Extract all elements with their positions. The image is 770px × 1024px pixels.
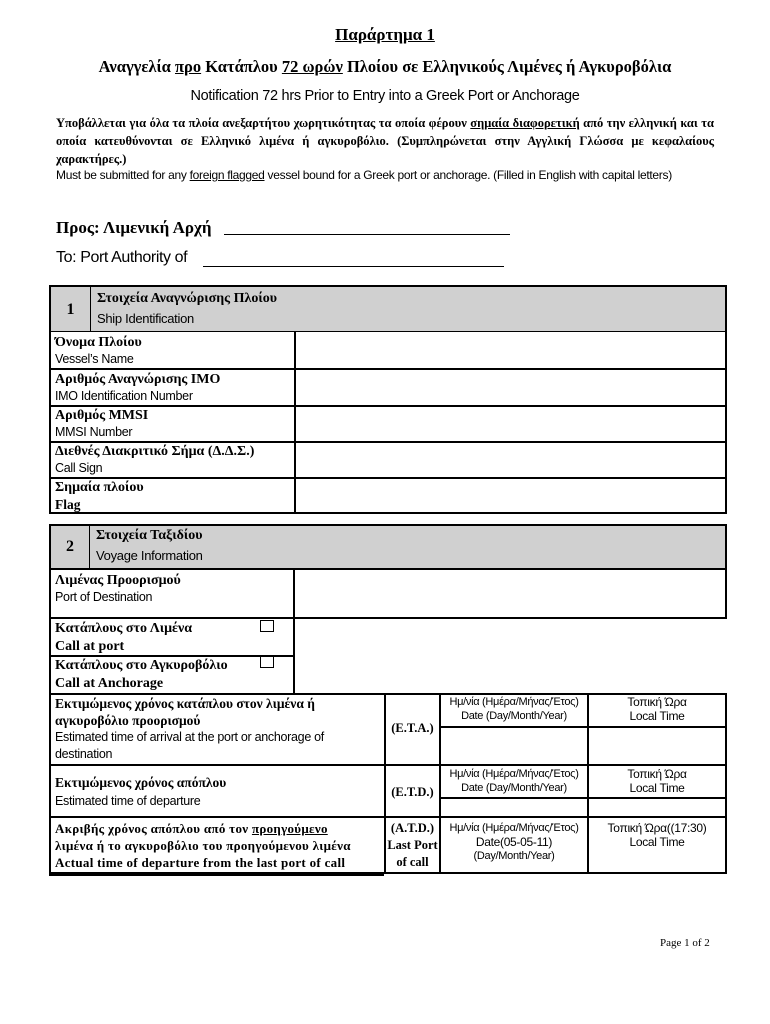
imo-number-label <box>55 371 291 405</box>
ship-identification-table <box>49 285 727 514</box>
eta-date-field[interactable] <box>441 728 586 763</box>
etd-date-header <box>441 767 587 795</box>
intro-flag-emphasis: foreign flagged <box>189 168 265 182</box>
intro-text: vessel bound for a Greek port or anchorage. (Filled in English with capital letters) <box>264 168 672 182</box>
time-label-greek: Τοπική Ώρα <box>627 695 687 709</box>
call-sign-label <box>55 443 291 477</box>
label-english: Estimated time of departure <box>55 794 201 808</box>
intro-english <box>56 167 714 184</box>
imo-number-field[interactable] <box>297 371 723 405</box>
atd-date-header <box>441 821 587 863</box>
section-number: 2 <box>51 526 90 568</box>
label-greek: Αριθμός MMSI <box>55 408 149 423</box>
eta-date-header <box>441 695 587 723</box>
call-at-anchorage-label <box>55 657 228 693</box>
border-right <box>725 570 727 618</box>
section-title-greek: Στοιχεία Ταξιδίου <box>96 528 203 543</box>
intro-greek <box>56 114 714 168</box>
intro-text: από την ελληνική και τα οποία κατευθύνονται σε Ελληνικό λιμένα ή αγκυροβόλιο. (Συμπληρώνεται στην Αγγλική Γλώσσα με κεφαλαίους χαρακτήρες.) <box>56 116 714 166</box>
label-greek: Κατάπλους στο Αγκυροβόλιο <box>55 658 228 673</box>
label-greek: Λιμένας Προορισμού <box>55 573 181 588</box>
border-left <box>49 570 51 618</box>
form-title-greek <box>0 57 770 77</box>
row-divider <box>49 764 727 766</box>
atd-code-line: Last Port <box>387 838 438 852</box>
date-example: Date(05-05-11) <box>475 835 553 849</box>
time-label-english: Local Time <box>629 709 685 723</box>
section-title-english: Voyage Information <box>96 548 203 563</box>
call-at-anchorage-checkbox[interactable] <box>260 656 274 668</box>
intro-flag-emphasis: σημαία διαφορετική <box>470 116 580 130</box>
label-greek: Κατάπλους στο Λιμένα <box>55 621 193 636</box>
border-right <box>725 693 727 874</box>
atd-time-header <box>589 821 725 849</box>
column-divider <box>294 332 296 514</box>
intro-text: Υποβάλλεται για όλα τα πλοία ανεξαρτήτου χωρητικότητας τα οποία φέρουν <box>56 116 471 130</box>
label-text: Ακριβής χρόνος απόπλου από τον <box>55 821 252 836</box>
mmsi-number-field[interactable] <box>297 407 723 441</box>
atd-label-english: Actual time of departure from the last port of call <box>55 855 346 870</box>
vessel-name-label <box>55 334 291 368</box>
date-label-english: Date (Day/Month/Year) <box>461 782 567 794</box>
call-at-port-label <box>55 620 192 656</box>
date-label-greek: Ημ/νία (Ημέρα/Μήνας/Έτος) <box>449 822 579 834</box>
label-english: Call at port <box>55 639 125 654</box>
atd-label-greek <box>55 820 385 837</box>
time-label-english: Local Time <box>629 835 685 849</box>
atd-label-greek-2: λιμένα ή το αγκυροβόλιο του προηγούμενου λιμένα <box>55 838 351 853</box>
date-format: (Day/Month/Year) <box>473 850 555 862</box>
row-divider <box>49 816 727 818</box>
etd-label <box>55 774 383 810</box>
form-title-english: Notification 72 hrs Prior to Entry into a Greek Port or Anchorage <box>190 88 580 104</box>
time-label-greek: Τοπική Ώρα <box>627 767 687 781</box>
intro-text: Must be submitted for any <box>56 168 190 182</box>
section-title-greek: Στοιχεία Αναγνώρισης Πλοίου <box>97 291 277 306</box>
atd-label <box>55 820 385 871</box>
label-english: Call Sign <box>55 461 103 475</box>
addressee-greek-label: Προς: Λιμενική Αρχή <box>56 218 212 237</box>
vessel-name-field[interactable] <box>297 334 723 368</box>
atd-code <box>385 820 440 871</box>
addressee-greek-line[interactable] <box>224 234 510 235</box>
mmsi-number-label <box>55 407 291 441</box>
call-at-port-checkbox[interactable] <box>260 620 274 632</box>
title-part: Πλοίου σε Ελληνικούς Λιμένες ή Αγκυροβόλια <box>342 57 672 76</box>
atd-code-line: (A.T.D.) <box>390 821 435 835</box>
destination-field[interactable] <box>296 572 724 616</box>
time-label-english: Local Time <box>629 781 685 795</box>
label-english: MMSI Number <box>55 425 133 439</box>
label-english: Vessel’s Name <box>55 352 134 366</box>
page-number: Page 1 of 2 <box>660 937 710 949</box>
time-label-greek: Τοπική Ώρα((17:30) <box>607 821 707 835</box>
flag-label <box>55 479 291 513</box>
border-left <box>49 693 51 874</box>
section-title <box>96 526 203 566</box>
label-english: Flag <box>55 497 81 512</box>
section-title-english: Ship Identification <box>97 311 194 326</box>
date-label-greek: Ημ/νία (Ημέρα/Μήνας/Έτος) <box>449 768 579 780</box>
etd-date-field[interactable] <box>441 799 586 815</box>
title-part: Αναγγελία <box>98 57 175 76</box>
destination-label <box>55 572 291 606</box>
etd-time-header <box>589 767 725 795</box>
title-part: Κατάπλου <box>201 57 282 76</box>
label-greek: Αριθμός Αναγνώρισης IMO <box>55 372 221 387</box>
label-english: Call at Anchorage <box>55 676 164 691</box>
date-label-english: Date (Day/Month/Year) <box>461 710 567 722</box>
label-greek: Όνομα Πλοίου <box>55 335 142 350</box>
label-english: Port of Destination <box>55 590 153 604</box>
column-divider <box>293 570 295 618</box>
flag-field[interactable] <box>297 479 723 513</box>
call-sign-field[interactable] <box>297 443 723 477</box>
row-divider <box>49 617 727 619</box>
annex-title: Παράρτημα 1 <box>335 25 435 44</box>
etd-code: (E.T.D.) <box>391 785 434 799</box>
atd-code-line: of call <box>396 855 429 869</box>
eta-time-header <box>589 695 725 723</box>
label-greek: Διεθνές Διακριτικό Σήμα (Δ.Δ.Σ.) <box>55 444 255 459</box>
eta-label <box>55 695 383 763</box>
row-divider <box>51 368 725 370</box>
etd-time-field[interactable] <box>589 799 724 815</box>
date-label-greek: Ημ/νία (Ημέρα/Μήνας/Έτος) <box>449 696 579 708</box>
section-number: 1 <box>51 287 91 332</box>
section-title <box>97 289 277 329</box>
label-english: Estimated time of arrival at the port or anchorage of destination <box>55 730 324 761</box>
title-pro: προ <box>174 57 202 76</box>
eta-code: (E.T.A.) <box>391 721 434 735</box>
title-hours: 72 ωρών <box>281 57 343 76</box>
label-greek: Σημαία πλοίου <box>55 480 144 495</box>
addressee-english-label: To: Port Authority of <box>56 249 188 266</box>
label-english: IMO Identification Number <box>55 389 193 403</box>
label-greek: Εκτιμώμενος χρόνος απόπλου <box>55 775 227 790</box>
eta-time-field[interactable] <box>589 728 724 763</box>
label-greek: Εκτιμώμενος χρόνος κατάπλου στον λιμένα ή αγκυροβόλιο προορισμού <box>55 696 315 728</box>
addressee-english-line[interactable] <box>203 266 504 267</box>
label-previous: προηγούμενο <box>251 821 328 836</box>
table-bottom-shadow <box>49 874 384 876</box>
